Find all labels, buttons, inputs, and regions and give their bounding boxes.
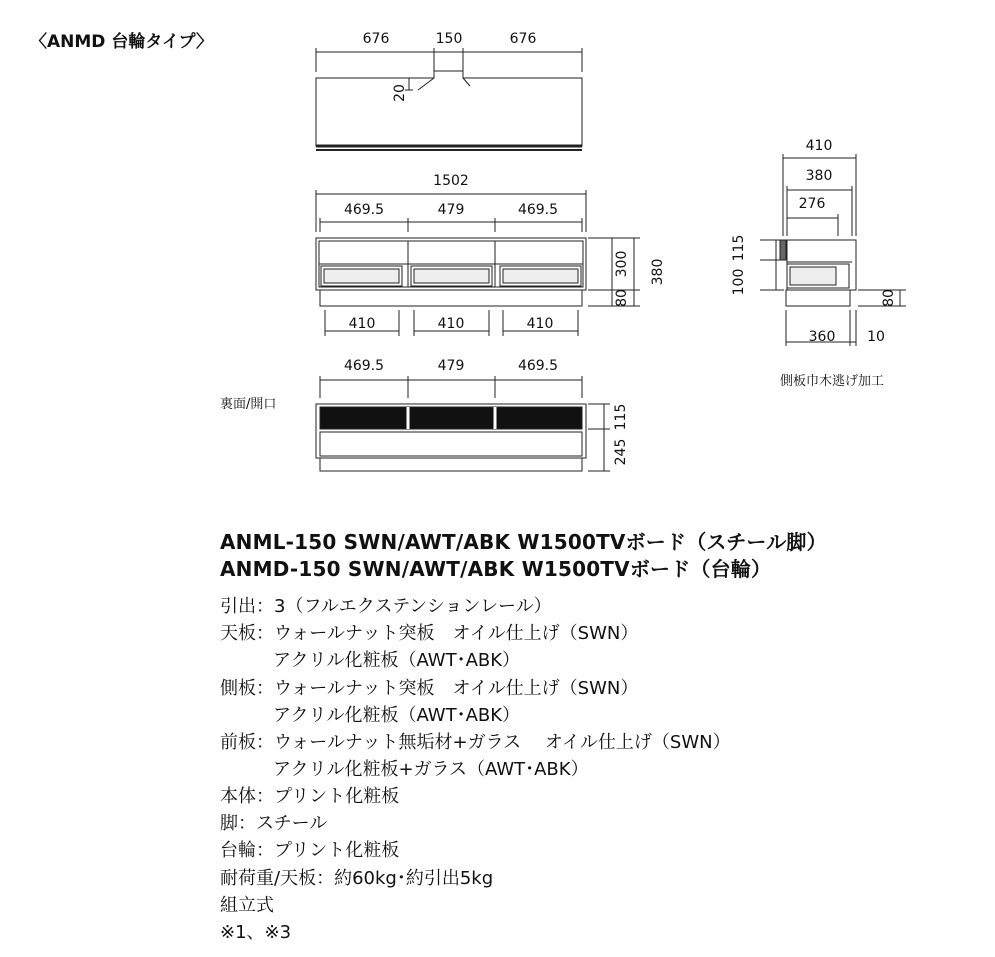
top-dim-left: 676	[362, 31, 390, 47]
front-dim-height-300: 300	[614, 250, 630, 278]
front-dim-drawer-2: 410	[437, 316, 465, 332]
front-dim-upper-center: 479	[437, 202, 465, 218]
back-dim-lower-245: 245	[613, 438, 629, 466]
side-dim-410: 410	[805, 138, 833, 154]
side-dim-80: 80	[881, 289, 897, 307]
back-view	[316, 376, 610, 471]
side-dim-100: 100	[731, 268, 747, 296]
spec-plinth: 台輪：プリント化粧板	[220, 840, 400, 861]
back-view-label: 裏面/開口	[220, 397, 277, 412]
product-title-1: ANML-150 SWN/AWT/ABK W1500TVボード（スチール脚）	[220, 530, 827, 554]
side-dim-276: 276	[798, 196, 826, 212]
side-dim-360: 360	[808, 329, 836, 345]
front-dim-upper-right: 469.5	[517, 202, 559, 218]
spec-load: 耐荷重/天板：約60kg･約引出5kg	[220, 868, 494, 889]
spec-front-2: アクリル化粧板+ガラス（AWT･ABK）	[273, 759, 589, 780]
side-dim-380: 380	[805, 168, 833, 184]
spec-side-1: 側板：ウォールナット突板 オイル仕上げ（SWN）	[220, 678, 639, 699]
spec-side-2: アクリル化粧板（AWT･ABK）	[273, 705, 521, 726]
spec-assembly: 組立式	[220, 895, 274, 916]
front-dim-drawer-1: 410	[348, 316, 376, 332]
spec-top-1: 天板：ウォールナット突板 オイル仕上げ（SWN）	[220, 623, 639, 644]
spec-leg: 脚：スチール	[220, 813, 328, 834]
front-dim-upper-left: 469.5	[343, 202, 385, 218]
product-title-2: ANMD-150 SWN/AWT/ABK W1500TVボード（台輪）	[220, 557, 772, 581]
type-label: 〈ANMD 台輪タイプ〉	[30, 32, 213, 52]
back-dim-opening-115: 115	[613, 403, 629, 431]
top-dim-notch: 20	[392, 84, 408, 102]
side-dim-115: 115	[731, 234, 747, 262]
top-dim-center: 150	[435, 31, 463, 47]
spec-body: 本体：プリント化粧板	[220, 786, 400, 807]
back-dim-upper-left: 469.5	[343, 358, 385, 374]
spec-top-2: アクリル化粧板（AWT･ABK）	[273, 650, 521, 671]
spec-notes: ※1、※3	[220, 922, 292, 943]
front-dim-drawer-3: 410	[526, 316, 554, 332]
back-dim-upper-right: 469.5	[517, 358, 559, 374]
front-dim-overall: 1502	[433, 173, 469, 189]
side-view	[760, 154, 906, 346]
spec-front-1: 前板：ウォールナット無垢材+ガラス オイル仕上げ（SWN）	[220, 732, 731, 753]
back-dim-upper-center: 479	[437, 358, 465, 374]
top-dim-right: 676	[509, 31, 537, 47]
spec-drawer: 引出：3（フルエクステンションレール）	[220, 596, 552, 617]
side-dim-10: 10	[867, 329, 885, 345]
side-view-caption: 側板巾木逃げ加工	[779, 374, 885, 389]
front-dim-height-380: 380	[650, 258, 666, 286]
top-view	[316, 48, 582, 150]
front-dim-height-80: 80	[614, 289, 630, 307]
